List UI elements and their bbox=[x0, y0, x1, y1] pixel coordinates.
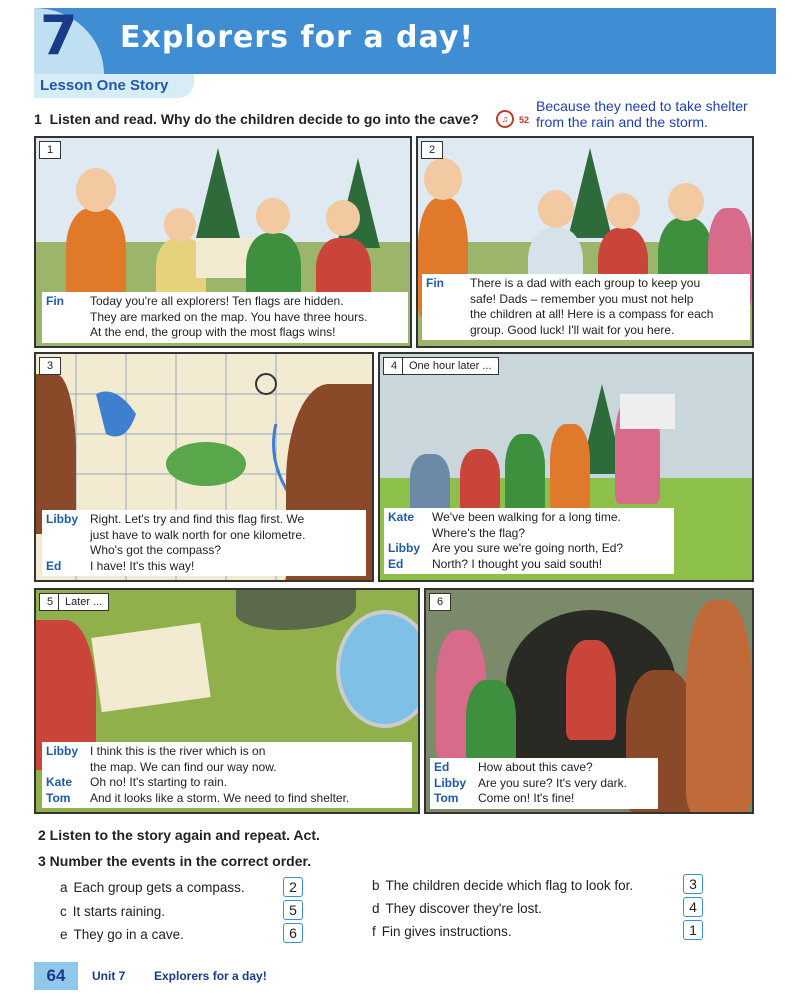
speech-line: Oh no! It's starting to rain. bbox=[90, 775, 228, 789]
speech-line: At the end, the group with the most flags wins! bbox=[90, 325, 336, 339]
event-letter: f bbox=[372, 924, 376, 939]
river-illustration bbox=[336, 610, 420, 728]
speaker-name: Kate bbox=[46, 775, 73, 789]
event-letter: a bbox=[60, 880, 68, 895]
answer-box-a[interactable]: 2 bbox=[283, 877, 303, 897]
event-text: They discover they're lost. bbox=[385, 901, 542, 916]
answer-box-e[interactable]: 6 bbox=[283, 923, 303, 943]
speaker-name: Libby bbox=[434, 775, 466, 790]
character-head bbox=[326, 200, 360, 236]
handwritten-answer: Because they need to take shelter from the rain and the storm. bbox=[536, 98, 748, 130]
exercise-2-instruction: 2 Listen to the story again and repeat. Act. bbox=[38, 827, 320, 843]
panel-caption: Later ... bbox=[58, 593, 109, 611]
speaker-name: Ed bbox=[434, 760, 450, 774]
map-illustration bbox=[91, 623, 210, 713]
speech-line: North? I thought you said south! bbox=[432, 556, 603, 571]
speaker-name bbox=[426, 307, 470, 323]
event-text: It starts raining. bbox=[72, 904, 166, 919]
tree-illustration bbox=[568, 148, 612, 238]
exercise-1-number: 1 bbox=[34, 111, 42, 127]
answer-box-f[interactable]: 1 bbox=[683, 920, 703, 940]
exercise-3-instruction: 3 Number the events in the correct order. bbox=[38, 853, 312, 869]
speaker-name bbox=[46, 760, 90, 776]
speech-box bbox=[384, 508, 674, 574]
speaker-name: Libby bbox=[46, 744, 78, 758]
story-panel-3 bbox=[34, 352, 374, 582]
footer-title: Explorers for a day! bbox=[154, 969, 267, 983]
speech-line: Are you sure? It's very dark. bbox=[478, 775, 628, 790]
speech-line: There is a dad with each group to keep you bbox=[470, 276, 701, 290]
event-item-f bbox=[372, 924, 512, 939]
speaker-name: Kate bbox=[388, 510, 415, 524]
speaker-name bbox=[426, 292, 470, 308]
unit-number: 7 bbox=[40, 4, 78, 67]
speech-box bbox=[42, 742, 412, 808]
character-head bbox=[76, 168, 116, 212]
page-number: 64 bbox=[34, 962, 78, 990]
speech-line: Today you're all explorers! Ten flags are hidden. bbox=[90, 294, 344, 308]
speech-line: Are you sure we're going north, Ed? bbox=[432, 541, 624, 555]
event-text: The children decide which flag to look for. bbox=[385, 878, 634, 893]
panel-number: 4 bbox=[383, 357, 405, 375]
event-item-b bbox=[372, 878, 633, 893]
character-head bbox=[606, 193, 640, 229]
event-letter: e bbox=[60, 927, 68, 942]
speaker-name bbox=[426, 323, 470, 339]
speaker-name: Ed bbox=[46, 558, 62, 573]
speech-line: They are marked on the map. You have three hours. bbox=[90, 309, 368, 324]
answer-box-c[interactable]: 5 bbox=[283, 900, 303, 920]
character-dad bbox=[686, 600, 752, 812]
character-head bbox=[668, 183, 704, 221]
audio-track-number: 52 bbox=[519, 115, 530, 125]
event-item-a bbox=[60, 880, 245, 895]
event-text: Each group gets a compass. bbox=[73, 880, 245, 895]
speech-line: group. Good luck! I'll wait for you here. bbox=[470, 322, 675, 337]
speech-line: Right. Let's try and find this flag first. We bbox=[90, 512, 305, 526]
speech-box bbox=[42, 292, 408, 343]
rocks-illustration bbox=[236, 590, 356, 630]
speaker-name bbox=[46, 325, 90, 341]
character-child bbox=[410, 454, 450, 514]
story-panel-2 bbox=[416, 136, 754, 348]
event-item-d bbox=[372, 901, 542, 916]
speaker-name: Tom bbox=[434, 791, 459, 805]
panel-number: 3 bbox=[39, 357, 61, 375]
speaker-name: Fin bbox=[426, 276, 444, 290]
event-item-e bbox=[60, 927, 184, 942]
panel-number: 2 bbox=[421, 141, 443, 159]
speech-box bbox=[42, 510, 366, 576]
speech-box bbox=[430, 758, 658, 809]
audio-icon[interactable]: ♫ bbox=[496, 110, 514, 128]
speech-line: just have to walk north for one kilometre. bbox=[90, 527, 306, 542]
character-child bbox=[550, 424, 590, 514]
speaker-name: Libby bbox=[388, 541, 420, 555]
speech-line: safe! Dads – remember you must not help bbox=[470, 291, 694, 306]
character-tom bbox=[566, 640, 616, 740]
story-panel-6 bbox=[424, 588, 754, 814]
speech-line: Where's the flag? bbox=[432, 525, 526, 540]
panel-number: 1 bbox=[39, 141, 61, 159]
speech-line: the children at all! Here is a compass for each bbox=[470, 307, 714, 321]
footer-unit: Unit 7 bbox=[92, 969, 126, 983]
panel-number: 5 bbox=[39, 593, 61, 611]
character-head bbox=[164, 208, 196, 242]
tree-illustration bbox=[196, 148, 240, 238]
speaker-name: Fin bbox=[46, 294, 64, 308]
story-panel-4 bbox=[378, 352, 754, 582]
exercise-1-text: Listen and read. Why do the children decide to go into the cave? bbox=[49, 111, 479, 127]
speech-box bbox=[422, 274, 750, 340]
speaker-name bbox=[388, 526, 432, 542]
speech-line: I have! It's this way! bbox=[90, 558, 195, 573]
event-text: They go in a cave. bbox=[73, 927, 184, 942]
speaker-name bbox=[46, 543, 90, 559]
story-panel-1 bbox=[34, 136, 412, 348]
character-child bbox=[460, 449, 500, 514]
event-letter: d bbox=[372, 901, 380, 916]
speaker-name: Ed bbox=[388, 556, 404, 571]
character-child bbox=[505, 434, 545, 514]
character-head bbox=[256, 198, 290, 234]
speaker-name bbox=[46, 310, 90, 326]
speech-line: Come on! It's fine! bbox=[478, 791, 575, 805]
speech-line: We've been walking for a long time. bbox=[432, 510, 621, 524]
answer-box-b[interactable]: 3 bbox=[683, 874, 703, 894]
answer-box-d[interactable]: 4 bbox=[683, 897, 703, 917]
character-head bbox=[424, 158, 462, 200]
speech-line: I think this is the river which is on bbox=[90, 744, 266, 758]
panel-caption: One hour later ... bbox=[402, 357, 499, 375]
speech-line: the map. We can find our way now. bbox=[90, 759, 277, 774]
event-item-c bbox=[60, 904, 165, 919]
lesson-label: Lesson One Story bbox=[40, 77, 169, 94]
speech-line: And it looks like a storm. We need to find shelter. bbox=[90, 790, 350, 805]
panel-number: 6 bbox=[429, 593, 451, 611]
exercise-1-instruction bbox=[34, 111, 479, 127]
event-text: Fin gives instructions. bbox=[381, 924, 512, 939]
page-title: Explorers for a day! bbox=[120, 20, 475, 55]
speaker-name bbox=[46, 528, 90, 544]
speaker-name: Tom bbox=[46, 790, 71, 805]
speech-line: How about this cave? bbox=[478, 760, 593, 774]
event-letter: c bbox=[60, 904, 67, 919]
event-letter: b bbox=[372, 878, 380, 893]
speaker-name: Libby bbox=[46, 512, 78, 526]
map-illustration bbox=[620, 394, 675, 429]
story-panel-5 bbox=[34, 588, 420, 814]
character-head bbox=[538, 190, 574, 228]
speech-line: Who's got the compass? bbox=[90, 543, 222, 557]
character-ed bbox=[466, 680, 516, 770]
